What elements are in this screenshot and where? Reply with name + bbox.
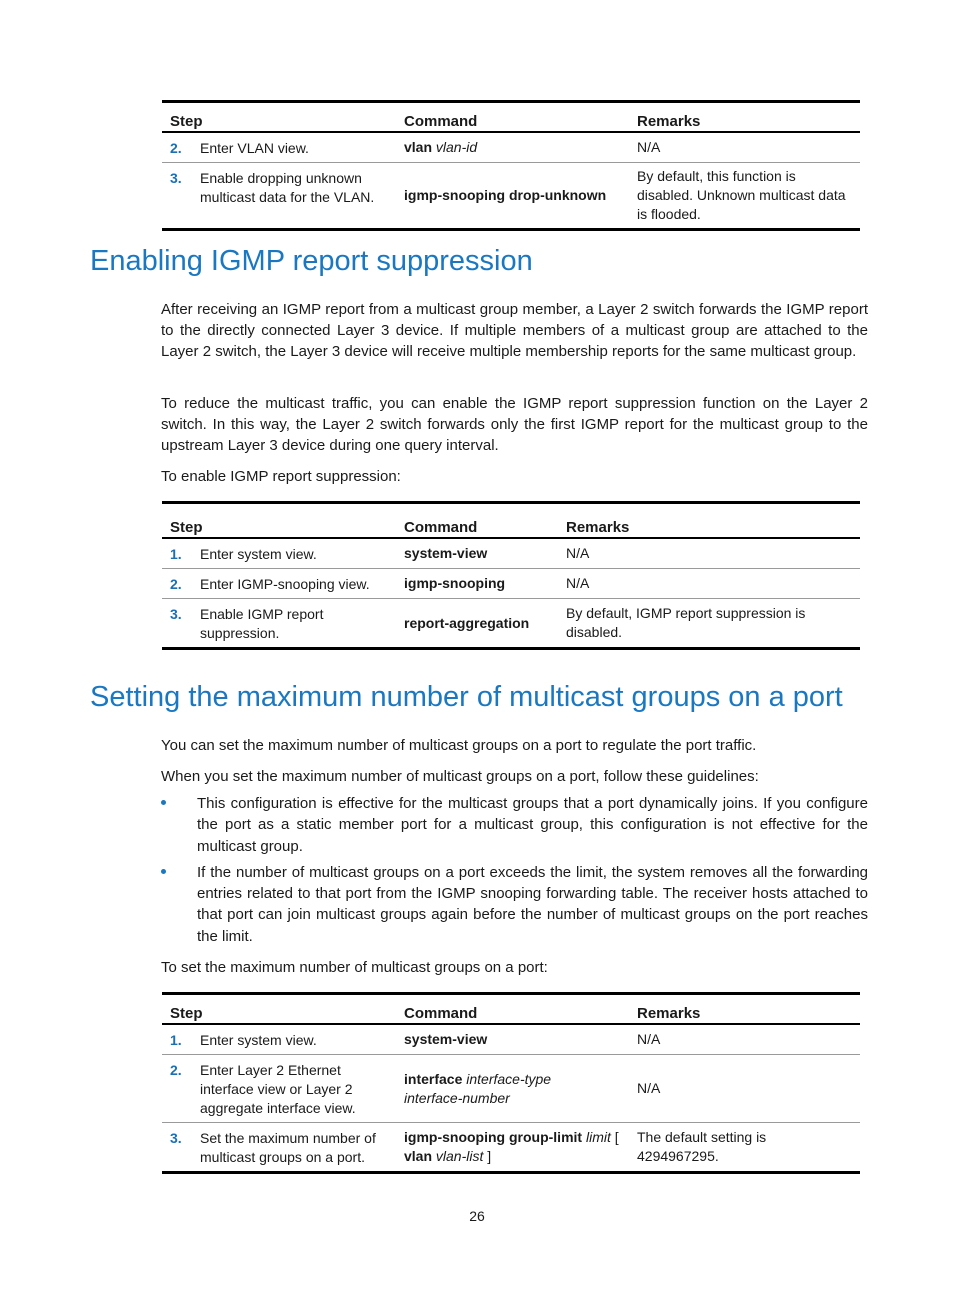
step-description: Enter system view. [196,1024,396,1055]
table-row [162,1055,860,1123]
section-title-max-groups: Setting the maximum number of multicast groups on a port [90,681,843,713]
list-item: This configuration is effective for the multicast groups that a port dynamically joins. If you configure the port as a static member port for a multicast group, this configuration is not effective for the multicast group. [161,793,868,857]
table-report-suppression [162,501,860,650]
step-number: 3. [162,163,196,230]
header-step: Step [162,503,396,539]
table-row [162,163,860,230]
paragraph: To enable IGMP report suppression: [161,468,401,485]
step-description: Enter Layer 2 Ethernet interface view or Layer 2 aggregate interface view. [196,1055,396,1123]
header-command: Command [396,102,629,133]
table-row [162,538,860,569]
command: igmp-snooping group-limit limit [ vlan vlan-list ] [396,1123,629,1173]
table-row [162,132,860,163]
step-description: Set the maximum number of multicast groups on a port. [196,1123,396,1173]
header-remarks: Remarks [629,102,860,133]
remarks: By default, this function is disabled. Unknown multicast data is flooded. [629,163,860,230]
table-header-row [162,994,860,1025]
table-group-limit [162,992,860,1174]
table-row [162,569,860,599]
command: interface interface-type interface-number [396,1055,629,1123]
page-number: 26 [469,1208,485,1224]
command: system-view [396,538,558,569]
remarks: The default setting is 4294967295. [629,1123,860,1173]
remarks: N/A [629,1055,860,1123]
table-header-row [162,503,860,539]
step-number: 2. [162,132,196,163]
remarks: N/A [629,132,860,163]
remarks: N/A [558,569,860,599]
list-item: If the number of multicast groups on a port exceeds the limit, the system removes all the forwarding entries related to that port from the IGMP snooping forwarding table. The receiver hosts attached to that port can join multicast groups again before the number of multicast groups on the port reaches the limit. [161,862,868,947]
paragraph: After receiving an IGMP report from a multicast group member, a Layer 2 switch forwards the IGMP report to the directly connected Layer 3 device. If multiple members of a multicast group are attached to the Layer 2 switch, the Layer 3 device will receive multiple membership reports for the same multicast group. [161,301,868,360]
header-remarks: Remarks [558,503,860,539]
remarks: N/A [629,1024,860,1055]
command: igmp-snooping drop-unknown [396,163,629,230]
step-description: Enter IGMP-snooping view. [196,569,396,599]
table-vlan-drop-unknown [162,100,860,231]
step-number: 2. [162,569,196,599]
step-description: Enable dropping unknown multicast data for the VLAN. [196,163,396,230]
step-number: 2. [162,1055,196,1123]
paragraph: You can set the maximum number of multicast groups on a port to regulate the port traffic. [161,737,757,754]
step-description: Enter VLAN view. [196,132,396,163]
step-number: 3. [162,1123,196,1173]
remarks: By default, IGMP report suppression is disabled. [558,599,860,649]
paragraph: When you set the maximum number of multicast groups on a port, follow these guidelines: [161,768,759,785]
remarks: N/A [558,538,860,569]
bullet-icon [161,800,166,805]
step-number: 3. [162,599,196,649]
header-step: Step [162,102,396,133]
command: igmp-snooping [396,569,558,599]
table-row [162,599,860,649]
table-row [162,1123,860,1173]
command: report-aggregation [396,599,558,649]
header-command: Command [396,994,629,1025]
step-description: Enter system view. [196,538,396,569]
step-number: 1. [162,538,196,569]
header-remarks: Remarks [629,994,860,1025]
section-title-report-suppression: Enabling IGMP report suppression [90,245,533,277]
bullet-icon [161,869,166,874]
command: vlan vlan-id [396,132,629,163]
command: system-view [396,1024,629,1055]
step-number: 1. [162,1024,196,1055]
header-command: Command [396,503,558,539]
table-header-row [162,102,860,133]
header-step: Step [162,994,396,1025]
paragraph: To reduce the multicast traffic, you can enable the IGMP report suppression function on the Layer 2 switch. In this way, the Layer 2 switch forwards only the first IGMP report for the multicast group to the upstream Layer 3 device during one query interval. [161,395,868,454]
step-description: Enable IGMP report suppression. [196,599,396,649]
paragraph: To set the maximum number of multicast groups on a port: [161,959,548,976]
table-row [162,1024,860,1055]
guidelines-list [161,793,868,952]
